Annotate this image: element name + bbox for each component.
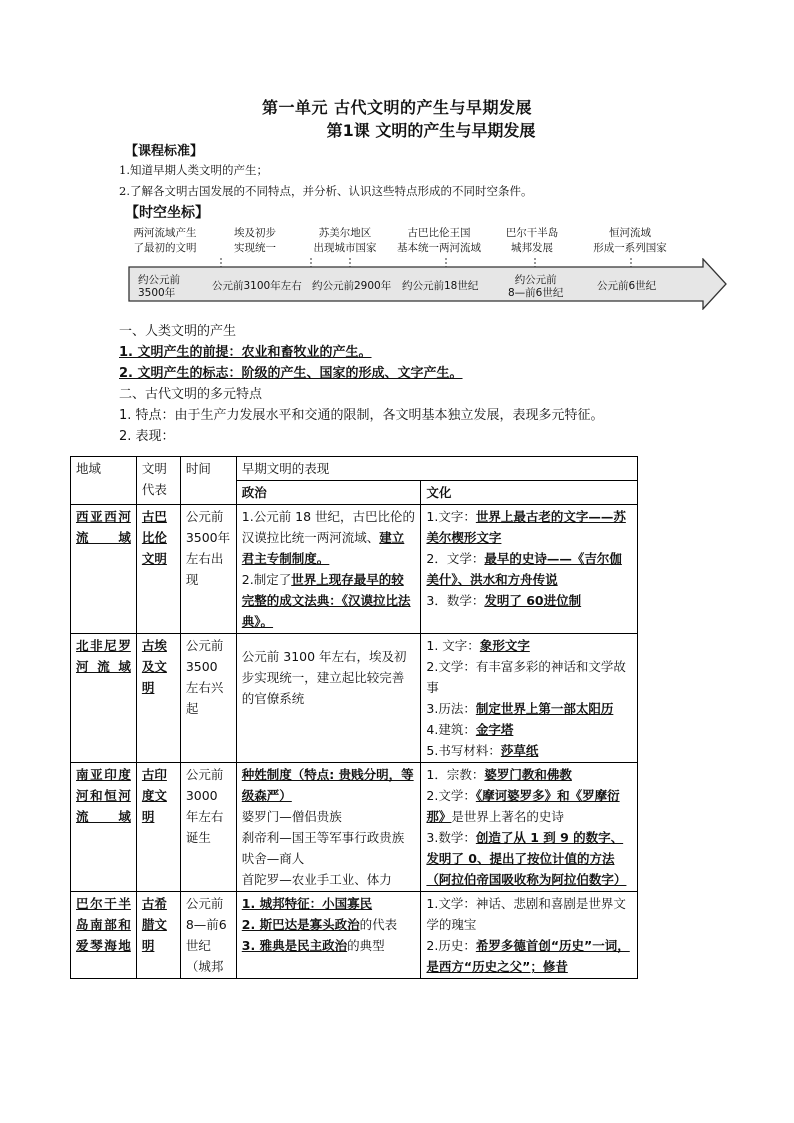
timeline-event-3: 苏美尔地区 出现城市国家 — [313, 227, 377, 254]
table-header-row — [71, 457, 638, 481]
table-row — [71, 892, 638, 979]
table-row — [71, 763, 638, 892]
header-culture: 文化 — [421, 481, 638, 505]
time-cell: 公元前3500 左右兴起 — [180, 634, 236, 763]
region-cell: 巴尔干半岛南部和爱琴海地 — [71, 892, 137, 979]
header-time: 时间 — [180, 457, 236, 505]
section-2-item-1: 1. 特点：由于生产力发展水平和交通的限制，各文明基本独立发展，表现多元特征。 — [119, 408, 604, 423]
section-2-item-2: 2. 表现： — [119, 429, 175, 444]
lesson-title: 第1课 文明的产生与早期发展 — [326, 121, 536, 140]
civ-cell: 古希腊文明 — [136, 892, 180, 979]
section-1-item-2: 2. 文明产生的标志：阶级的产生、国家的形成、文字产生。 — [119, 366, 463, 381]
culture-cell: 1.文字：世界上最古老的文字——苏美尔楔形文字 2．文学：最早的史诗——《吉尔伽美什》、洪水和方舟传说 3．数学：发明了 60进位制 — [421, 505, 638, 634]
section-1-heading: 一、人类文明的产生 — [119, 324, 237, 339]
unit-title: 第一单元 古代文明的产生与早期发展 — [261, 98, 533, 117]
time-cell: 公元前3500年左右出现 — [180, 505, 236, 634]
region-cell: 北非尼罗河流域 — [71, 634, 137, 763]
timeline-event-1: 两河流域产生 了最初的文明 — [133, 227, 197, 254]
header-region: 地域 — [71, 457, 137, 505]
table-row — [71, 505, 638, 634]
standard-item-1: 1.知道早期人类文明的产生； — [119, 163, 268, 177]
culture-cell: 1.文学：神话、悲剧和喜剧是世界文学的瑰宝 2.历史：希罗多德首创“历史”一词，是西方“历史之父”；修昔 — [421, 892, 638, 979]
civilization-table — [70, 456, 638, 979]
politics-cell: 1. 城邦特征：小国寡民 2. 斯巴达是寡头政治的代表 3. 雅典是民主政治的典型 — [236, 892, 421, 979]
politics-cell: 1.公元前 18 世纪，古巴比伦的汉谟拉比统一两河流域、建立君主专制制度。 2.制定了世界上现存最早的较完整的成文法典：《汉谟拉比法典》。 — [236, 505, 421, 634]
region-cell: 南亚印度河和恒河流域 — [71, 763, 137, 892]
header-civ: 文明代表 — [136, 457, 180, 505]
header-politics: 政治 — [236, 481, 421, 505]
timeline-date-6: 公元前6世纪 — [597, 280, 657, 292]
timeline-date-2: 公元前3100年左右 — [212, 280, 302, 292]
timeline-date-1: 约公元前 3500年 — [138, 274, 180, 299]
timeline-event-2: 埃及初步 实现统一 — [234, 227, 276, 254]
timeline-date-4: 约公元前18世纪 — [402, 280, 479, 292]
standard-item-2: 2.了解各文明古国发展的不同特点，并分析、认识这些特点形成的不同时空条件。 — [119, 184, 533, 198]
politics-cell: 公元前 3100 年左右，埃及初步实现统一，建立起比较完善的官僚系统 — [236, 634, 421, 763]
timeline-date-3: 约公元前2900年 — [312, 280, 392, 292]
timeline-heading: 【时空坐标】 — [125, 205, 209, 221]
header-early: 早期文明的表现 — [236, 457, 637, 481]
culture-cell: 1．宗教：婆罗门教和佛教 2.文学：《摩诃婆罗多》和《罗摩衍那》是世界上著名的史诗 3.数学：创造了从 1 到 9 的数字、发明了 0、提出了按位计值的方法 （阿拉伯帝国吸收称为阿拉伯数字） — [421, 763, 638, 892]
time-cell: 公元前3000 年左右诞生 — [180, 763, 236, 892]
standard-heading: 【课程标准】 — [125, 144, 204, 159]
region-cell: 西亚西河流域 — [71, 505, 137, 634]
civ-cell: 古印度文明 — [136, 763, 180, 892]
section-1-item-1: 1. 文明产生的前提：农业和畜牧业的产生。 — [119, 345, 372, 360]
civ-cell: 古埃及文明 — [136, 634, 180, 763]
section-2-heading: 二、古代文明的多元特点 — [119, 387, 263, 402]
time-cell: 公元前8—前6 世纪（城邦 — [180, 892, 236, 979]
politics-cell: 种姓制度（特点: 贵贱分明，等级森严） 婆罗门—僧侣贵族 刹帝利—国王等军事行政贵族 吠舍—商人 首陀罗—农业手工业、体力 — [236, 763, 421, 892]
civ-cell: 古巴比伦文明 — [136, 505, 180, 634]
table-row — [71, 634, 638, 763]
timeline-event-5: 巴尔干半岛 城邦发展 — [505, 227, 559, 254]
timeline-date-5: 约公元前 8—前6世纪 — [508, 274, 564, 299]
timeline-event-6: 恒河流域 形成一系列国家 — [593, 227, 667, 254]
timeline-event-4: 古巴比伦王国 基本统一两河流域 — [397, 227, 481, 254]
culture-cell: 1. 文字：象形文字 2.文学：有丰富多彩的神话和文学故事 3.历法：制定世界上第一部太阳历 4.建筑：金字塔 5.书写材料：莎草纸 — [421, 634, 638, 763]
